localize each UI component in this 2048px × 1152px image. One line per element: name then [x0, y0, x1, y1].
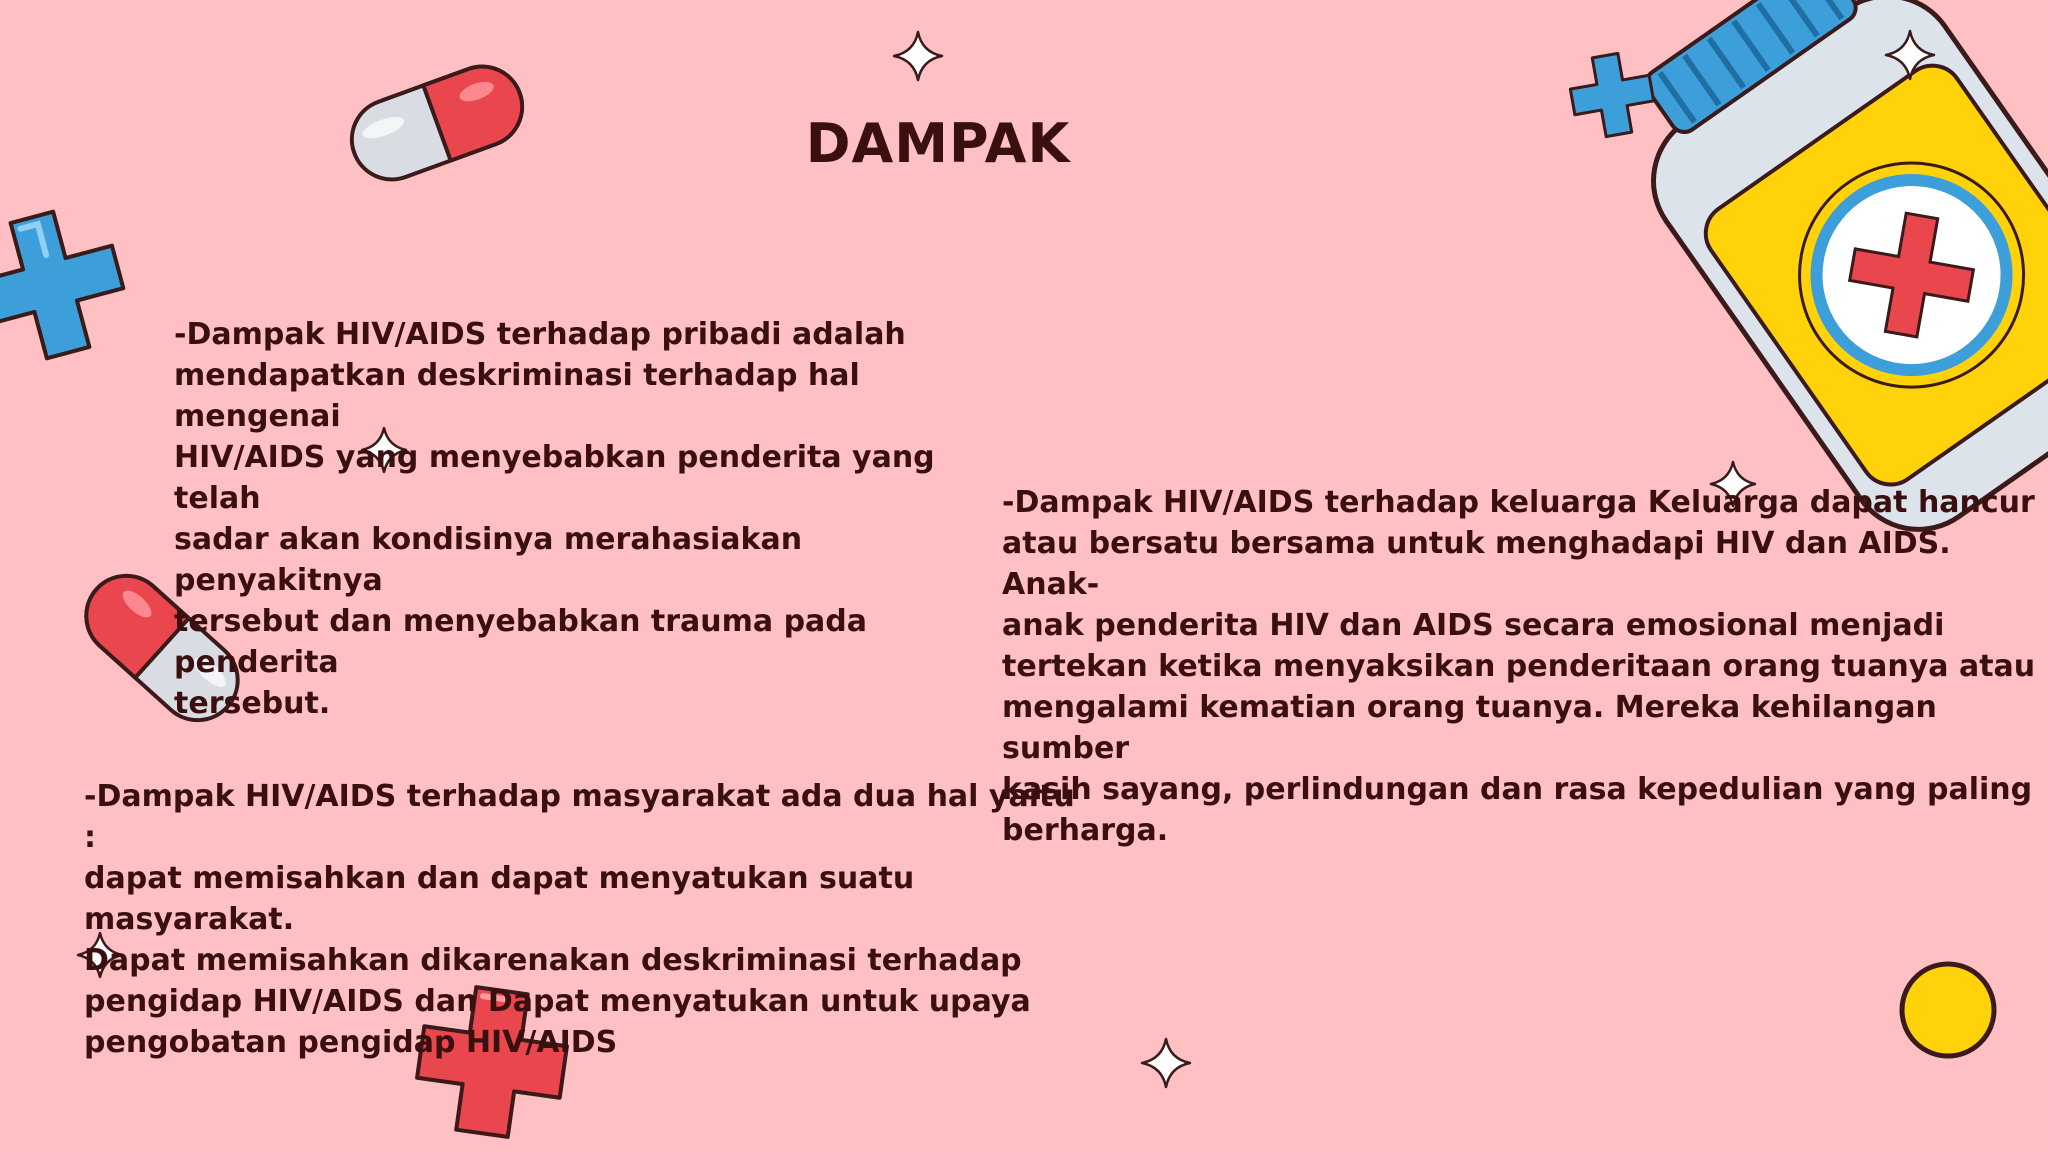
sparkle-icon — [1142, 1039, 1190, 1087]
medicine-bottle-icon — [1592, 0, 2048, 557]
impact-society-paragraph: -Dampak HIV/AIDS terhadap masyarakat ada dua hal yaitu : dapat memisahkan dan dapat menyatukan suatu masyarakat. Dapat memisahkan dikarenakan deskriminasi terhadap pengidap HIV/AIDS dan Dapat menyatukan untuk upaya pengobatan pengidap HIV/AIDS — [84, 779, 1075, 1060]
impact-family-paragraph: -Dampak HIV/AIDS terhadap keluarga Keluarga dapat hancur atau bersatu bersama untuk menghadapi HIV dan AIDS. Anak- anak penderita HIV dan AIDS secara emosional menjadi tertekan ketika menyaksikan penderitaan orang tuanya atau mengalami kematian orang tuanya. Mereka kehilangan sumber kasih sayang, perlindungan dan rasa kepedulian yang paling berharga. — [1002, 485, 2036, 848]
impact-personal-paragraph: -Dampak HIV/AIDS terhadap pribadi adalah mendapatkan deskriminasi terhadap hal mengenai HIV/AIDS yang menyebabkan penderita yang telah sadar akan kondisinya merahasiakan penyakitnya tersebut dan menyebabkan trauma pada penderita tersebut. — [174, 317, 935, 721]
slide-title: DAMPAK — [805, 112, 1071, 175]
yellow-dot — [1902, 964, 1994, 1056]
sparkle-icon — [894, 32, 942, 80]
medical-cross-icon — [0, 199, 136, 370]
